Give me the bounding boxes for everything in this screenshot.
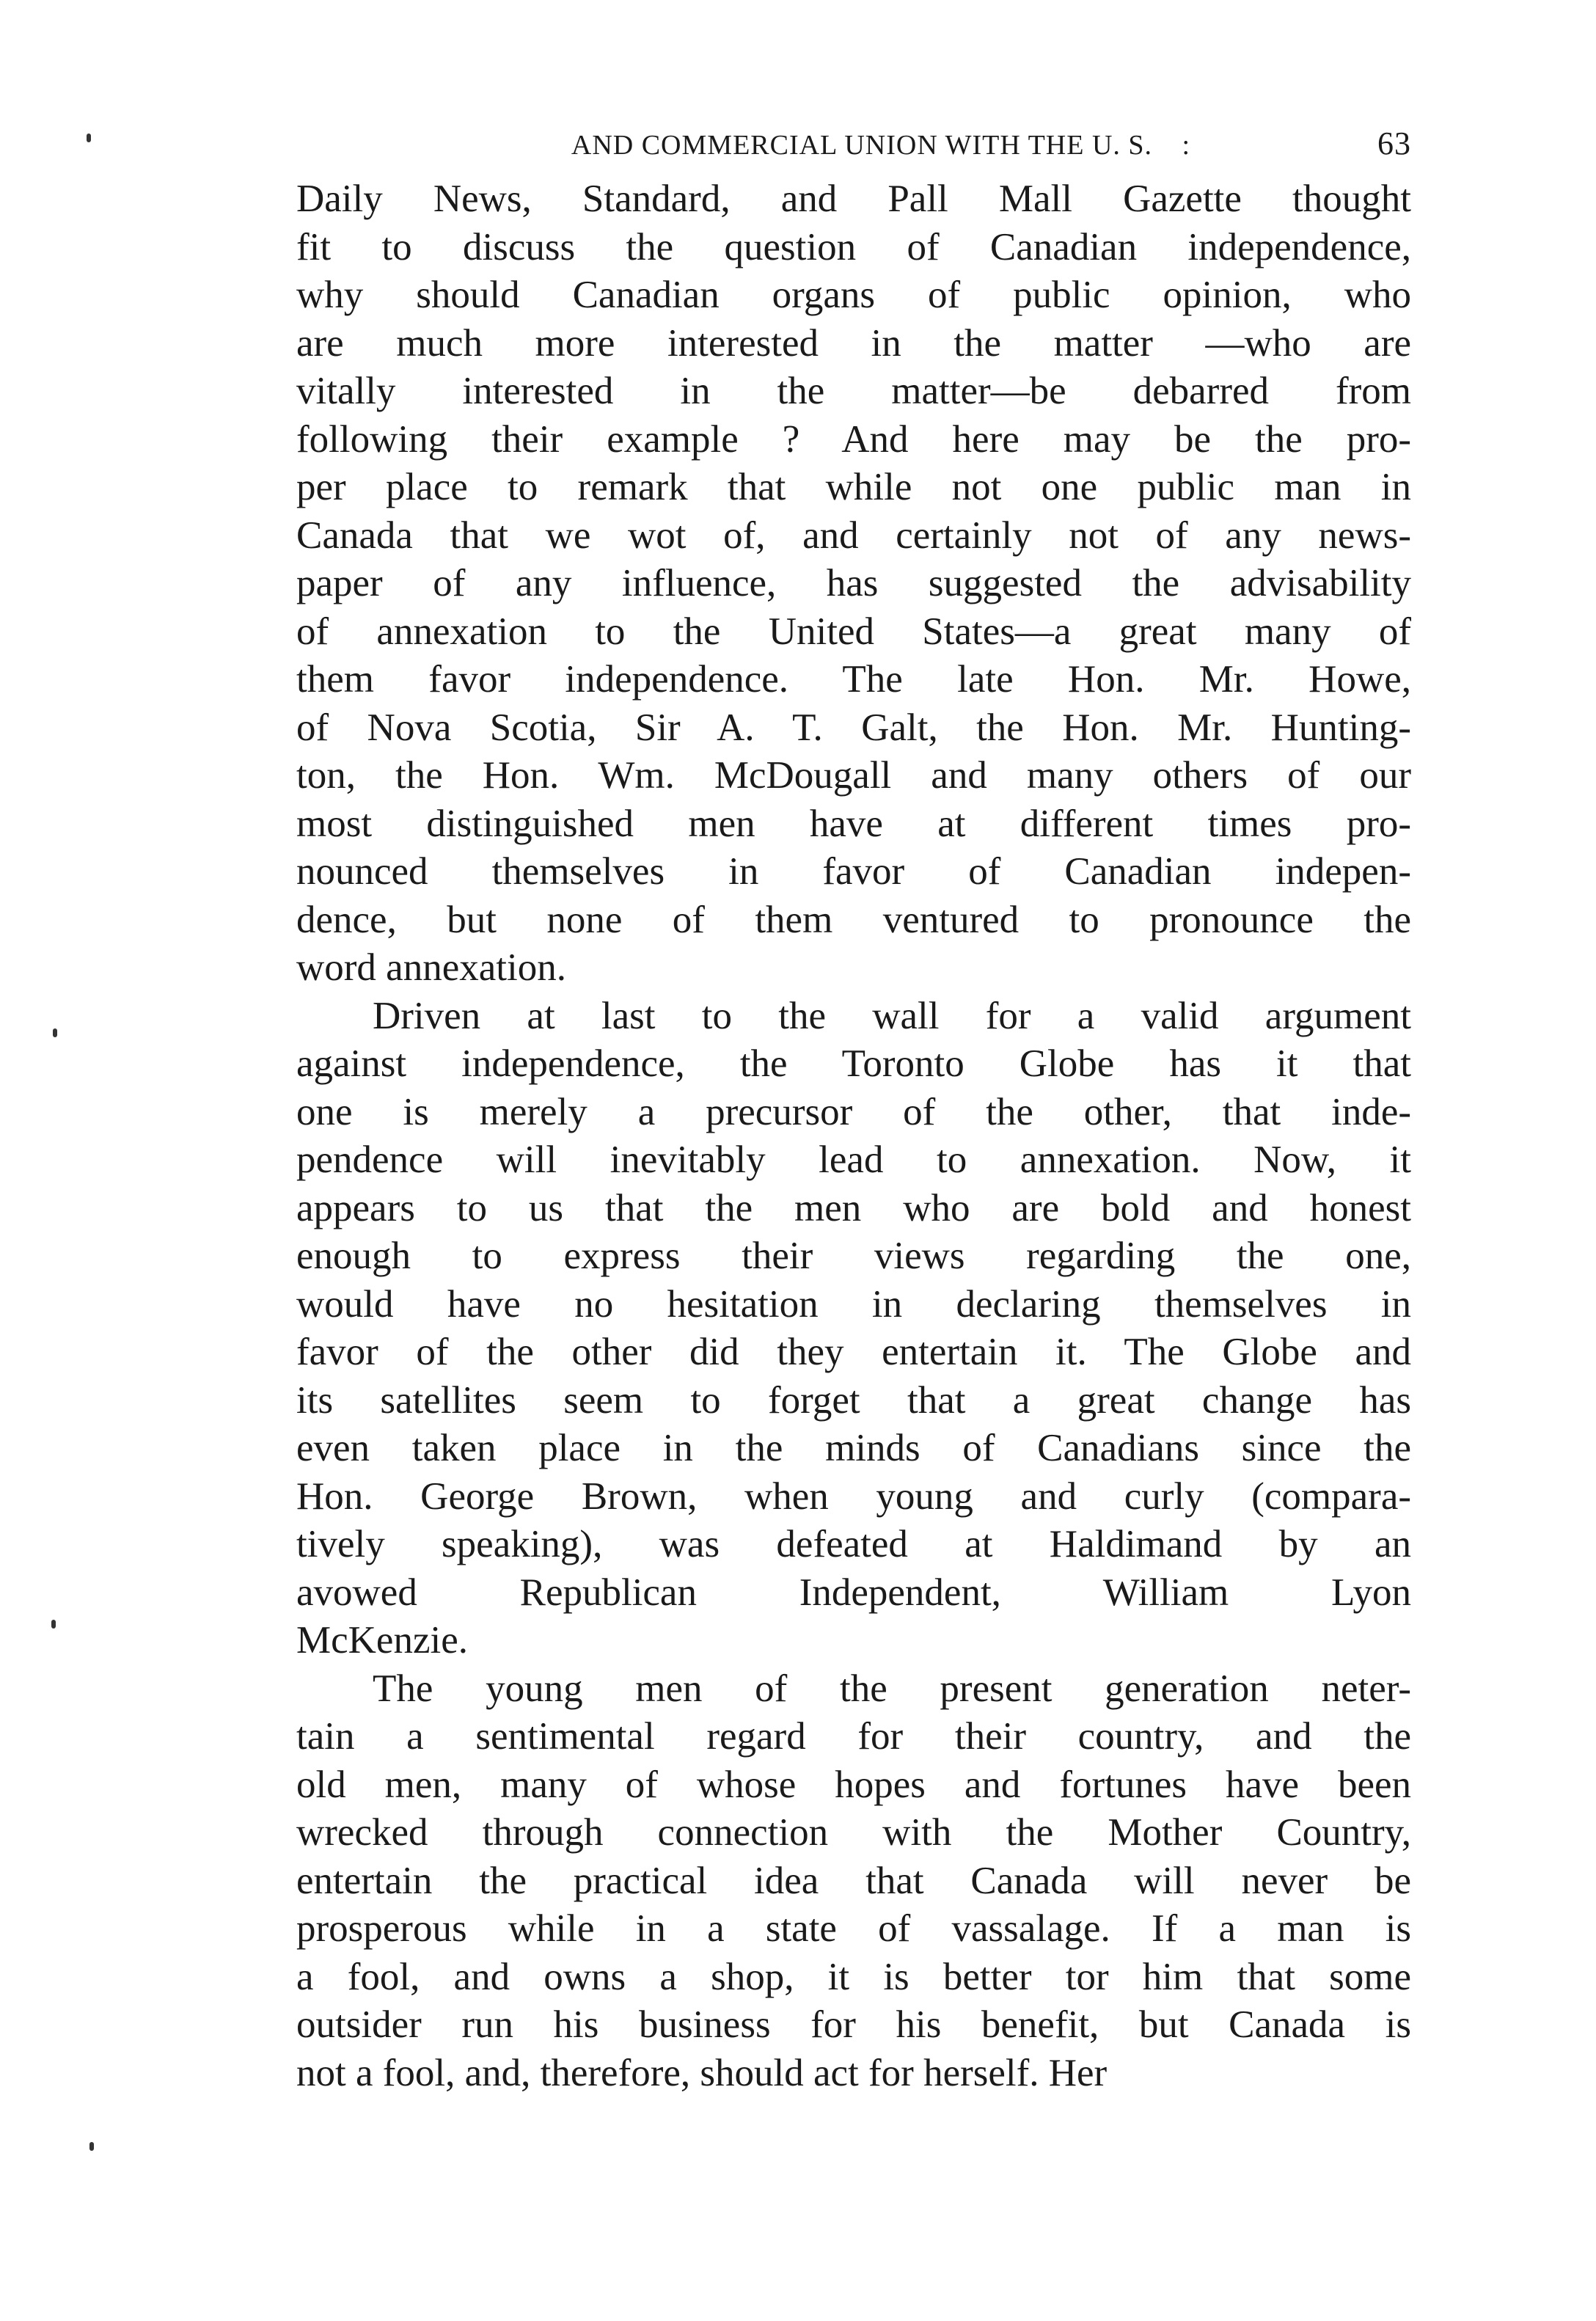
text-line: Driven at last to the wall for a valid argument — [373, 994, 1411, 1037]
text-line: why should Canadian organs of public opinion, who — [296, 274, 1411, 316]
paragraph-1 — [296, 175, 1411, 993]
text-line: a fool, and owns a shop, it is better tor him that some — [296, 1955, 1411, 1998]
text-line: ton, the Hon. Wm. McDougall and many others of our — [296, 754, 1411, 797]
scan-speck — [53, 1028, 57, 1037]
text-line: Daily News, Standard, and Pall Mall Gazette thought — [296, 178, 1411, 220]
text-line: of annexation to the United States—a great many of — [296, 610, 1411, 653]
text-line: favor of the other did they entertain it. The Globe and — [296, 1331, 1411, 1373]
scan-speck — [51, 1620, 56, 1629]
text-line: dence, but none of them ventured to pronounce the — [296, 898, 1411, 941]
scan-speck — [87, 134, 91, 142]
text-line: entertain the practical idea that Canada will never be — [296, 1859, 1411, 1902]
text-line: would have no hesitation in declaring themselves in — [296, 1282, 1411, 1326]
text-line: avowed Republican Independent, William Lyon — [296, 1571, 1411, 1614]
text-line: most distinguished men have at different times pro- — [296, 802, 1411, 845]
text-line: following their example ? And here may be the pro- — [296, 417, 1411, 461]
text-line: tain a sentimental regard for their country, and the — [296, 1715, 1411, 1758]
text-line: appears to us that the men who are bold and honest — [296, 1186, 1411, 1229]
page-number: 63 — [1377, 125, 1411, 161]
book-page — [296, 125, 1411, 2097]
text-line: fit to discuss the question of Canadian independence, — [296, 225, 1411, 268]
text-line: are much more interested in the matter —who are — [296, 321, 1411, 365]
text-line: pendence will inevitably lead to annexation. Now, it — [296, 1138, 1411, 1181]
running-title-text: AND COMMERCIAL UNION WITH THE U. S. — [571, 130, 1153, 161]
text-line: McKenzie. — [296, 1619, 468, 1662]
text-line: per place to remark that while not one public man in — [296, 466, 1411, 508]
scan-speck — [89, 2142, 94, 2151]
text-line: Canada that we wot of, and certainly not of any news- — [296, 513, 1411, 557]
text-line: its satellites seem to forget that a great change has — [296, 1378, 1411, 1422]
paragraph-3 — [296, 1665, 1411, 2098]
text-line: old men, many of whose hopes and fortunes have been — [296, 1763, 1411, 1806]
text-line: outsider run his business for his benefit, but Canada is — [296, 2003, 1411, 2046]
text-line: one is merely a precursor of the other, that inde- — [296, 1090, 1411, 1133]
text-line: even taken place in the minds of Canadians since the — [296, 1427, 1411, 1469]
text-line: paper of any influence, has suggested the advisability — [296, 562, 1411, 604]
running-head — [296, 125, 1411, 162]
text-line: word annexation. — [296, 946, 566, 989]
text-line: Hon. George Brown, when young and curly (compara- — [296, 1474, 1411, 1518]
text-line: not a fool, and, therefore, should act for herself. Her — [296, 2051, 1108, 2094]
running-title — [296, 129, 1377, 161]
paragraph-2 — [296, 993, 1411, 1665]
text-line: nounced themselves in favor of Canadian indepen- — [296, 850, 1411, 893]
text-line: them favor independence. The late Hon. Mr. Howe, — [296, 658, 1411, 701]
text-line: against independence, the Toronto Globe has it that — [296, 1042, 1411, 1085]
body-text — [296, 175, 1411, 2097]
text-line: prosperous while in a state of vassalage. If a man is — [296, 1907, 1411, 1950]
text-line: tively speaking), was defeated at Haldimand by an — [296, 1523, 1411, 1565]
text-line: The young men of the present generation neter- — [373, 1667, 1411, 1710]
text-line: of Nova Scotia, Sir A. T. Galt, the Hon. Mr. Hunting- — [296, 706, 1411, 749]
text-line: wrecked through connection with the Mother Country, — [296, 1811, 1411, 1854]
running-title-separator: : — [1182, 130, 1191, 161]
text-line: enough to express their views regarding the one, — [296, 1235, 1411, 1277]
text-line: vitally interested in the matter—be debarred from — [296, 370, 1411, 412]
